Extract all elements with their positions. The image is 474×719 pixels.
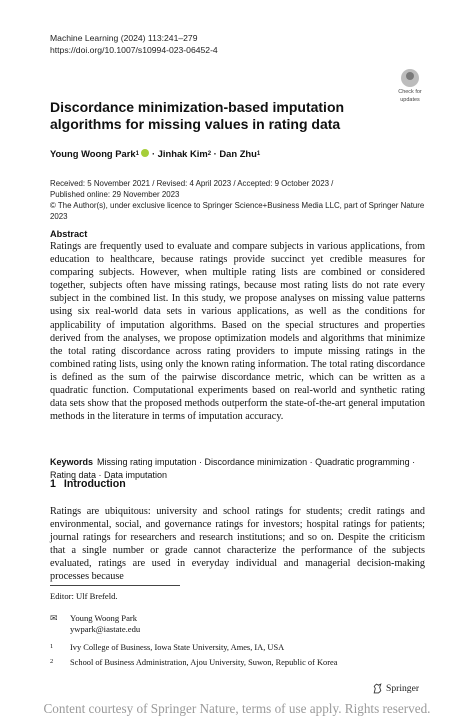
section-number: 1: [50, 478, 56, 490]
journal-citation: Machine Learning (2024) 113:241–279: [50, 33, 198, 43]
author-separator: ·: [213, 148, 217, 159]
author-name[interactable]: Young Woong Park: [50, 148, 136, 159]
envelope-icon: ✉: [50, 613, 58, 623]
doi-link[interactable]: https://doi.org/10.1007/s10994-023-06452-4: [50, 45, 218, 55]
corresponding-email[interactable]: ywpark@iastate.edu: [70, 624, 141, 634]
affiliation: [50, 643, 284, 652]
introduction-text: Ratings are ubiquitous: university and school ratings for students; credit ratings and environmental, social, and governance ratings for investors; hospital ratings for patients; journal ratings for researchers and research institutions; and so on. Despite the criticism that a single number or grade cannot characterize the performance of the subjects evaluated, ratings are used in everyday individual and managerial decision-making processes because: [50, 506, 425, 583]
author-list: Young Woong Park 1 · Jinhak Kim 2 · Dan Zhu 1: [50, 148, 261, 159]
crossmark-label-1: Check for: [398, 89, 422, 95]
affiliation-text: Ivy College of Business, Iowa State University, Ames, IA, USA: [70, 643, 285, 652]
footnote-divider: [50, 585, 180, 586]
publisher-name: Springer: [386, 683, 420, 694]
publisher-logo: [372, 683, 419, 694]
check-for-updates-badge[interactable]: [395, 69, 425, 103]
section-heading: [50, 478, 126, 490]
abstract-heading: Abstract: [50, 229, 88, 239]
affiliation-number: 2: [50, 658, 54, 665]
keywords-heading: Keywords: [50, 457, 94, 467]
section-title: Introduction: [63, 478, 126, 490]
publication-dates: [50, 178, 430, 222]
journal-header: [50, 32, 218, 56]
author-name[interactable]: Jinhak Kim: [157, 148, 208, 159]
orcid-icon[interactable]: [141, 149, 149, 157]
courtesy-watermark: Content courtesy of Springer Nature, terms of use apply. Rights reserved.: [43, 701, 431, 716]
springer-horse-icon: [372, 683, 383, 694]
affiliation-text: School of Business Administration, Ajou University, Suwon, Republic of Korea: [70, 658, 338, 667]
paper-title: Discordance minimization-based imputation algorithms for missing values in rating data: [50, 99, 345, 132]
corresponding-author: [50, 613, 140, 635]
editor-note: Editor: Ulf Brefeld.: [50, 591, 118, 601]
abstract-text: Ratings are frequently used to evaluate and compare subjects in various applications, from education to healthcare, because ratings provide succinct yet credible measures for comparing subjects. However, when multiple rating lists are combined or considered together, subjects often have missing ratings, because most rating lists do not rate every subject in the combined list. In this study, we propose analyses on missing value patterns using six real-world data sets in various applications, as well as the conditions for applicability of imputation algorithms. Based on the special structures and properties derived from the analyses, we propose optimization models and algorithms that minimize the total rating discordance across rating providers to impute missing ratings in the combined rating lists, using only the known rating information. The total rating discordance is defined as the sum of the pairwise discordance metric, which can be written as a quadratic function. Computational experiments based on real-world and synthetic rating data sets show that the proposed methods outperform the state-of-the-art general imputation methods in the literature in terms of imputation accuracy.: [50, 241, 425, 423]
dates-line: Received: 5 November 2021 / Revised: 4 April 2023 / Accepted: 9 October 2023 /: [50, 179, 334, 188]
crossmark-label-2: updates: [400, 97, 420, 103]
author-separator: ·: [151, 148, 156, 159]
corresponding-name: Young Woong Park: [70, 613, 138, 623]
keywords-text: Missing rating imputation · Discordance minimization · Quadratic programming · Rating data · Data imputation: [50, 457, 416, 480]
affiliation: [50, 658, 337, 667]
author-name[interactable]: Dan Zhu: [219, 148, 257, 159]
copyright-line: © The Author(s), under exclusive licence to Springer Science+Business Media LLC, part of Springer Nature 2023: [50, 201, 425, 221]
dates-line: Published online: 29 November 2023: [50, 190, 180, 199]
crossmark-icon: [401, 69, 419, 87]
affiliation-number: 1: [50, 643, 54, 650]
